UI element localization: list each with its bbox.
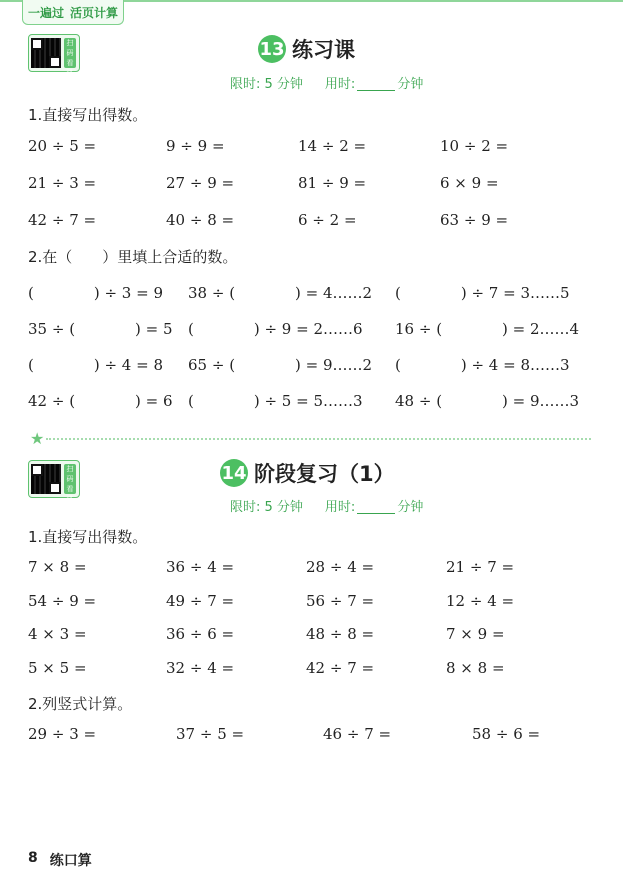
problem: 7 × 9 =: [446, 625, 505, 643]
problem: 81 ÷ 9 =: [298, 174, 367, 192]
problem: 8 × 8 =: [446, 659, 505, 677]
problem: 49 ÷ 7 =: [166, 592, 235, 610]
problem: 4 × 3 =: [28, 625, 87, 643]
fill-blank-problem[interactable]: ( ) ÷ 9 = 2……6: [188, 320, 363, 338]
problem: 6 ÷ 2 =: [298, 211, 357, 229]
qr-code-13[interactable]: [28, 34, 80, 87]
fill-blank-problem[interactable]: 65 ÷ ( ) = 9……2: [188, 356, 373, 374]
fill-blank-problem[interactable]: 48 ÷ ( ) = 9……3: [395, 392, 580, 410]
problem: 32 ÷ 4 =: [166, 659, 235, 677]
problem: 7 × 8 =: [28, 558, 87, 576]
fill-blank-problem[interactable]: ( ) ÷ 4 = 8……3: [395, 356, 570, 374]
problem: 36 ÷ 6 =: [166, 625, 235, 643]
page-number: 8: [28, 850, 38, 866]
book-name: 练口算: [49, 853, 92, 869]
lesson-14-title-text: 阶段复习（1）: [254, 462, 395, 486]
fill-blank-problem[interactable]: ( ) ÷ 7 = 3……5: [395, 284, 570, 302]
lesson-13-badge: 13: [258, 35, 286, 63]
section-heading: 1.直接写出得数。: [28, 528, 148, 546]
section-heading: 2.列竖式计算。: [28, 695, 133, 713]
fill-blank-problem[interactable]: ( ) ÷ 4 = 8: [28, 356, 164, 374]
problem: 5 × 5 =: [28, 659, 87, 677]
problem: 63 ÷ 9 =: [440, 211, 509, 229]
section-divider: [46, 438, 591, 440]
time-limit: 限时: 5 分钟: [230, 500, 303, 515]
problem: 56 ÷ 7 =: [306, 592, 375, 610]
problem: 10 ÷ 2 =: [440, 137, 509, 155]
fill-blank-problem[interactable]: 42 ÷ ( ) = 6: [28, 392, 173, 410]
problem: 46 ÷ 7 =: [323, 725, 392, 743]
qr-code-icon: [31, 38, 61, 68]
time-used: 用时: 分钟: [324, 500, 424, 515]
qr-code-14[interactable]: [28, 460, 80, 513]
lesson-13-title-text: 练习课: [292, 38, 355, 62]
problem: 21 ÷ 3 =: [28, 174, 97, 192]
footer: [28, 850, 92, 870]
qr-code-icon: [31, 464, 61, 494]
time-used-blank[interactable]: [357, 501, 395, 514]
problem: 36 ÷ 4 =: [166, 558, 235, 576]
lesson-14-badge: 14: [220, 459, 248, 487]
lesson-14-time: [230, 496, 423, 515]
problem: 12 ÷ 4 =: [446, 592, 515, 610]
problem: 42 ÷ 7 =: [306, 659, 375, 677]
problem: 20 ÷ 5 =: [28, 137, 97, 155]
lesson-14-title: [220, 458, 395, 488]
qr-tag: 扫码看讲解: [64, 38, 76, 68]
problem: 48 ÷ 8 =: [306, 625, 375, 643]
fill-blank-problem[interactable]: 16 ÷ ( ) = 2……4: [395, 320, 580, 338]
time-limit: 限时: 5 分钟: [230, 77, 303, 92]
problem: 28 ÷ 4 =: [306, 558, 375, 576]
lesson-13-time: [230, 73, 423, 92]
star-icon: ★: [30, 429, 45, 448]
fill-blank-problem[interactable]: ( ) ÷ 5 = 5……3: [188, 392, 363, 410]
problem: 27 ÷ 9 =: [166, 174, 235, 192]
problem: 54 ÷ 9 =: [28, 592, 97, 610]
header-tab-right: 活页计算: [70, 5, 119, 20]
qr-tag: 扫码看讲解: [64, 464, 76, 494]
problem: 42 ÷ 7 =: [28, 211, 97, 229]
header-tab-left: 一遍过: [27, 5, 64, 20]
fill-blank-problem[interactable]: ( ) ÷ 3 = 9: [28, 284, 164, 302]
time-used-blank[interactable]: [357, 78, 395, 91]
fill-blank-problem[interactable]: 35 ÷ ( ) = 5: [28, 320, 173, 338]
problem: 9 ÷ 9 =: [166, 137, 225, 155]
problem: 21 ÷ 7 =: [446, 558, 515, 576]
problem: 40 ÷ 8 =: [166, 211, 235, 229]
problem: 37 ÷ 5 =: [176, 725, 245, 743]
time-used: 用时: 分钟: [324, 77, 424, 92]
problem: 14 ÷ 2 =: [298, 137, 367, 155]
lesson-13-title: [258, 34, 355, 64]
problem: 29 ÷ 3 =: [28, 725, 97, 743]
problem: 58 ÷ 6 =: [472, 725, 541, 743]
section-heading: 1.直接写出得数。: [28, 106, 148, 124]
header-tab: [22, 0, 124, 25]
problem: 6 × 9 =: [440, 174, 499, 192]
section-heading: 2.在（ ）里填上合适的数。: [28, 248, 238, 266]
fill-blank-problem[interactable]: 38 ÷ ( ) = 4……2: [188, 284, 373, 302]
